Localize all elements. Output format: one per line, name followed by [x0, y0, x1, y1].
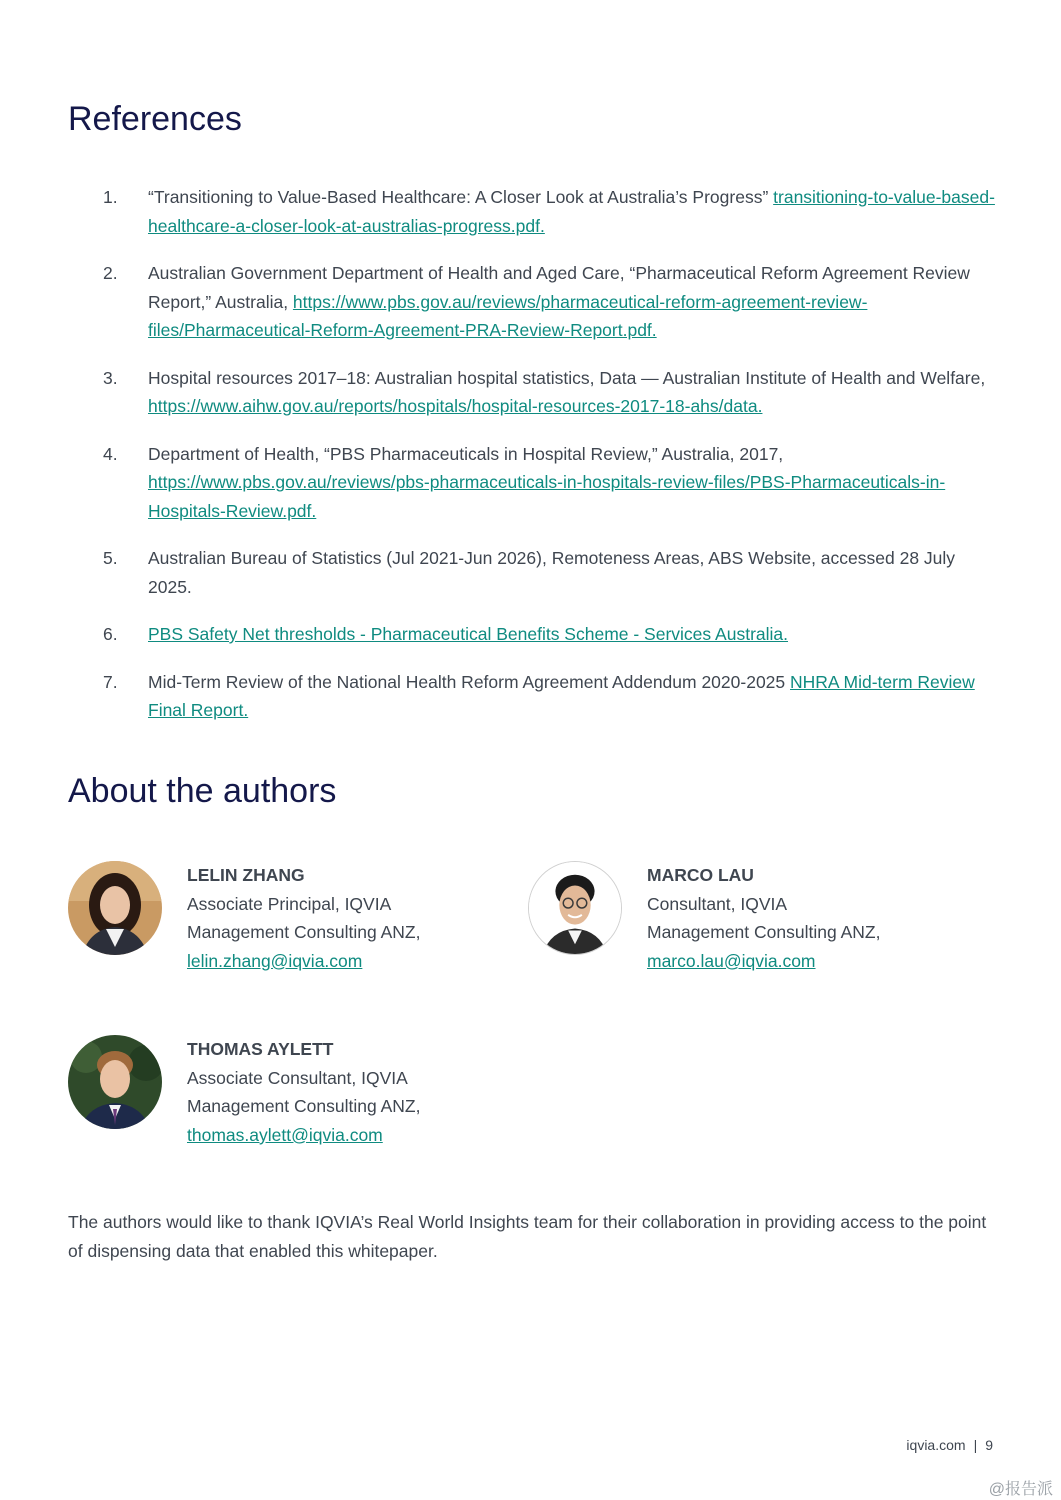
reference-item-2 [0, 259, 1061, 345]
avatar [68, 1035, 162, 1129]
author-role: Associate Consultant, IQVIA [187, 1067, 408, 1088]
author-email-link[interactable]: lelin.zhang@iqvia.com [187, 950, 363, 971]
author-org: Management Consulting ANZ, [647, 922, 881, 943]
reference-number: 3. [103, 367, 118, 388]
watermark: @报告派 [988, 1481, 1053, 1498]
reference-text: Hospital resources 2017–18: Australian hospital statistics, Data — Australian Institute of Health and Welfare, [148, 367, 986, 388]
reference-link[interactable]: https://www.aihw.gov.au/reports/hospitals/hospital-resources-2017-18-ahs/data. [148, 396, 763, 416]
author-role: Consultant, IQVIA [647, 893, 788, 914]
author-email-link[interactable]: thomas.aylett@iqvia.com [187, 1124, 383, 1145]
author-card-marco-lau [528, 861, 968, 981]
author-org: Management Consulting ANZ, [187, 922, 421, 943]
reference-text: Department of Health, “PBS Pharmaceuticals in Hospital Review,” Australia, 2017, [148, 443, 784, 464]
reference-text: “Transitioning to Value-Based Healthcare: A Closer Look at Australia’s Progress” [148, 187, 774, 207]
reference-item-7 [0, 668, 1061, 725]
avatar [528, 861, 622, 955]
reference-item-6 [0, 620, 1061, 649]
avatar [68, 861, 162, 955]
author-org: Management Consulting ANZ, [187, 1096, 421, 1117]
reference-text: Australian Government Department of Health and Aged Care, “Pharmaceutical Reform Agreement Review Report,” Australia, [148, 263, 970, 312]
reference-number: 5. [103, 548, 118, 568]
reference-link[interactable]: transitioning-to-value-based-healthcare-a-closer-look-at-australias-progress.pdf. [148, 187, 995, 236]
reference-item-5 [0, 544, 1061, 601]
reference-number: 6. [103, 624, 118, 644]
reference-list [0, 183, 1061, 744]
reference-text: Australian Bureau of Statistics (Jul 2021-Jun 2026), Remoteness Areas, ABS Website, accessed 28 July 2025. [148, 548, 956, 597]
footer-site: iqvia.com [906, 1437, 966, 1453]
about-authors-heading: About the authors [68, 772, 337, 810]
reference-text: Mid-Term Review of the National Health Reform Agreement Addendum 2020-2025 [148, 671, 791, 692]
author-email-link[interactable]: marco.lau@iqvia.com [647, 950, 816, 971]
reference-link[interactable]: https://www.pbs.gov.au/reviews/pharmaceutical-reform-agreement-review-files/Pharmaceutical-Reform-Agreement-PRA-Review-Report.pdf. [148, 291, 868, 340]
author-card-lelin-zhang [68, 861, 508, 981]
author-card-thomas-aylett [68, 1035, 508, 1155]
references-heading: References [68, 100, 242, 138]
reference-link[interactable]: NHRA Mid-term Review Final Report. [148, 671, 975, 720]
author-name: MARCO LAU [647, 865, 754, 885]
author-role: Associate Principal, IQVIA [187, 893, 392, 914]
acknowledgement-text: The authors would like to thank IQVIA’s Real World Insights team for their collaboration in providing access to the point of dispensing data that enabled this whitepaper. [68, 1212, 987, 1261]
reference-item-4 [0, 440, 1061, 526]
reference-number: 7. [103, 671, 118, 692]
reference-item-3 [0, 364, 1061, 421]
reference-number: 4. [103, 443, 118, 464]
reference-number: 2. [103, 263, 118, 283]
footer-separator: | [973, 1437, 978, 1453]
author-name: LELIN ZHANG [187, 865, 305, 885]
page-number: 9 [985, 1437, 993, 1453]
reference-item-1 [0, 183, 1061, 240]
reference-link[interactable]: https://www.pbs.gov.au/reviews/pbs-pharmaceuticals-in-hospitals-review-files/PBS-Pharmaceuticals-in-Hospitals-Review.pdf. [148, 472, 946, 521]
author-name: THOMAS AYLETT [187, 1039, 334, 1059]
reference-link[interactable]: PBS Safety Net thresholds - Pharmaceutical Benefits Scheme - Services Australia. [148, 624, 789, 644]
reference-number: 1. [103, 187, 118, 207]
page-footer [906, 1437, 993, 1453]
